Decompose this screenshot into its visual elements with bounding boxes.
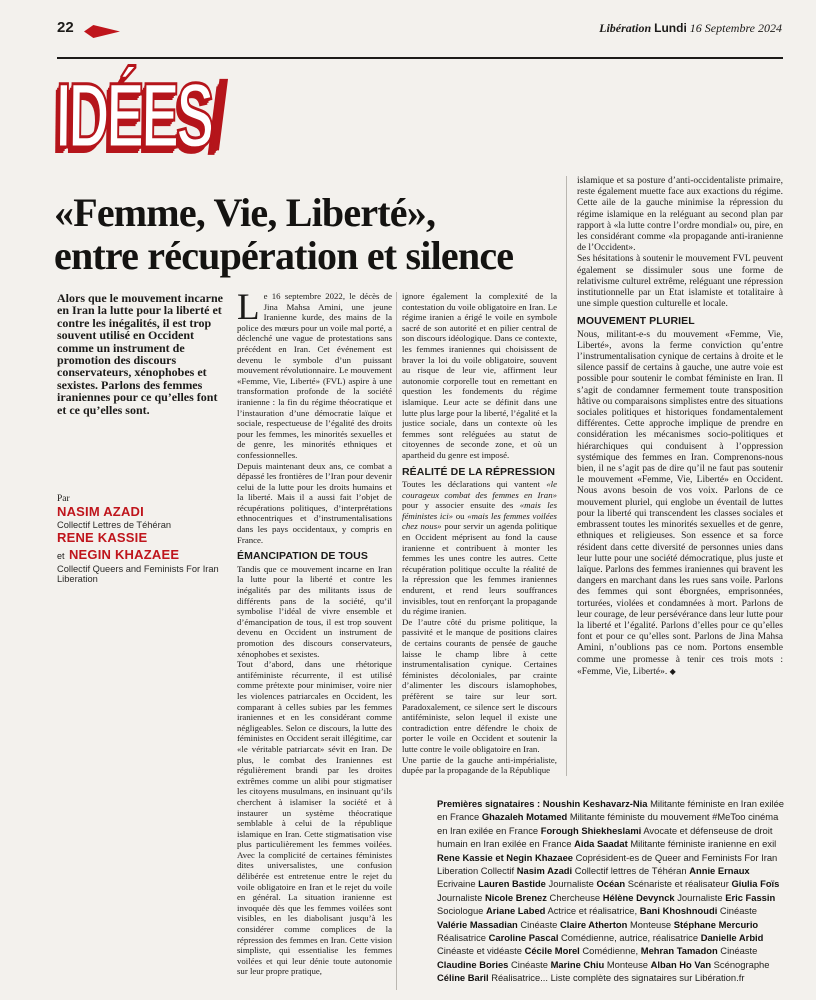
section-heading: MOUVEMENT PLURIEL <box>577 315 695 328</box>
masthead <box>599 21 782 36</box>
body-paragraph: Tandis que ce mouvement incarne en Iran la lutte pour la liberté et contre les inégalités par des militants issus de différents pans de la société, qu’il symbolise l’idéal de vivre ensemble et d’émancipation de tous, il est trop souvent devenu en Occident un instrument de promotion des discours conservateurs, xénophobes et sexistes. <box>237 563 392 659</box>
masthead-brand: Libération <box>599 21 652 35</box>
signatories-list: Premières signataires : Noushin Keshavarz-Nia Militante féministe en Iran exilée en France Ghazaleh Motamed Militante féministe du mouvement #MeToo cinéma en Iran exilée en France Forough Shiekheslami Avocate et défenseuse de droit humain en Iran exilée en France Aida Saadat Militante féministe iranienne en exil Rene Kassie et Negin Khazaee Coprésident-es de Queer and Feminists For Iran Liberation Collectif Nasim Azadi Collectif lettres de Téhéran Annie Ernaux Ecrivaine Lauren Bastide Journaliste Océan Scénariste et réalisateur Giulia Foïs Journaliste Nicole Brenez Chercheuse Hélène Devynck Journaliste Eric Fassin Sociologue Ariane Labed Actrice et réalisatrice, Bani Khoshnoudi Cinéaste Valérie Massadian Cinéaste Claire Atherton Monteuse Stéphane Mercurio Réalisatrice Caroline Pascal Comédienne, autrice, réalisatrice Danielle Arbid Cinéaste et vidéaste Cécile Morel Comédienne, Mehran Tamadon Cinéaste Claudine Bories Cinéaste Marine Chiu Monteuse Alban Ho Van Scénographe Céline Baril Réalisatrice... Liste complète des signataires sur Libération.fr <box>437 798 785 984</box>
body-paragraph: Une partie de la gauche anti-impérialiste, dupée par la propagande de la République <box>402 754 557 776</box>
author-name-1: NASIM AZADI <box>57 504 144 519</box>
body-paragraph: Depuis maintenant deux ans, ce combat a dépassé les frontières de l’Iran pour devenir celui de la lutte pour les droits humains et la liberté. Mais il a aussi fait l’objet de récupérations politiques, d’interprétations ethnocentriques et d’instrumentalisations dans les pays occidentaux, y compris en France. <box>237 460 392 545</box>
column-rule-1 <box>396 292 397 990</box>
body-paragraph: Tout d’abord, dans une rhétorique antiféministe récurrente, il est utilisé comme prétexte pour minimiser, voire nier les violences patriarcales en Occident, les comparant à celles subies par les femmes iraniennes et en les considérant comme négligeables. Selon ce discours, la lutte des féministes en Occident serait illégitime, car «le véritable patriarcat» sévit en Iran. De plus, le combat des Iraniennes est régulièrement brandi par les droites extrêmes comme un alibi pour stigmatiser les citoyens musulmans, en insinuant qu’ils cherchent à islamiser la société et à instaurer un système théocratique semblable à celui de la république islamique en Iran. Cette stigmatisation vise plus particulièrement les femmes voilées. Avec la complicité de certaines féministes dites universalistes, une confusion délibérée est entretenue entre le rejet du voile obligatoire en Iran et le rejet du voile en général. La situation iranienne est invoquée dès que les femmes voilées sont visibles, en les diabolisant jusqu’à les considérer comme complices de la répression des femmes en Iran. Cette vision simpliste, qui essentialise les femmes voilées et qui leur dénie toute autonomie sur leur propre pratique, <box>237 659 392 977</box>
body-paragraph: De l’autre côté du prisme politique, la passivité et le manque de positions claires de certains courants de pensée de gauche laisse le champ libre à cette instrumentalisation cynique. Certaines féministes décoloniales, par crainte d’alimenter les discours islamophobes, préfèrent se taire sur leur sort. Paradoxalement, ce silence sert le discours antiféministe, selon lequel il existe une contradiction entre défendre le choix de porter le voile en Occident et soutenir la lutte contre le voile obligatoire en Iran. <box>402 616 557 754</box>
drop-cap: L <box>237 291 260 328</box>
standfirst: Alors que le mouvement incarne en Iran la lutte pour la liberté et contre les inégalités, il est trop souvent utilisé en Occident comme un instrument de promotion des discours conservateurs, xénophobes et sexistes. Parlons des femmes iraniennes pour ce qu’elles font et ce qu’elles sont. <box>57 291 223 417</box>
header-rule <box>57 57 783 59</box>
body-paragraph: Le 16 septembre 2022, le décès de Jina Mahsa Amini, une jeune Iranienne kurde, des mains de la police des mœurs pour un voile mal porté, a déclenché une vague de protestations sans précédent en Iran. Cet événement est devenu le symbole d’un puissant mouvement révolutionnaire. Le mouvement «Femme, Vie, Liberté» (FVL) aspire à une transformation profonde de la société iranienne : la fin du régime théocratique et l’instauration d’une démocratie laïque et sociale, respectueuse de l’égalité des droits pour les femmes, les minorités sexuelles et de genre, les minorités ethniques et confessionnelles. <box>237 291 392 460</box>
body-paragraph: ignore également la complexité de la contestation du voile obligatoire en Iran. Le régime iranien a érigé le voile en symbole sacré de son autorité et en pilier central de son discours idéologique. Dans ce contexte, les femmes iraniennes qui choisissent de braver la loi du voile obligatoire, souvent au risque de leur vie, affirment leur autonomie corporelle tout en remettant en question les fondements du régime islamique. Leur acte se définit dans une lutte plus large pour la liberté, l’égalité et la justice sociale, dans un contexte où les femmes sont reléguées au statut de citoyennes de seconde zone, et où un apartheid du genre est imposé. <box>402 291 557 460</box>
masthead-day: Lundi <box>654 21 687 35</box>
section-heading: ÉMANCIPATION DE TOUS <box>237 550 368 563</box>
body-paragraph: Nous, militant-e-s du mouvement «Femme, Vie, Liberté», avons la ferme conviction qu’entre l’instrumentalisation cynique de certains à droite et le silence passif de certains à gauche, une autre voie est possible pour soutenir le combat féministe en Iran. Il s’agit de condamner fermement toute transposition hâtive ou comparaisons simplistes entre des situations sociales politiques et historiques fondamentalement différentes. Cette approche implique de prendre en considération les mécanismes socio-politiques et hiérarchiques qui conduisent à l’oppression systémique des femmes en Iran. Comprenons-nous bien, il ne s’agit pas de dire qu’il ne faut pas soutenir le mouvement «Femme, Vie, Liberté» en Occident. Nous avons besoin de vos voix. Parlons de ce mouvement pluriel, qui englobe un éventail de luttes pour la liberté qui transcendent les classes sociales et embrassent toutes les minorités sexuelles et de genre, ethniques et religieuses. Son essence et sa force résident dans cette diversité de personnes unies dans leur lutte pour une société démocratique, plus juste et laïque. Parlons des femmes iraniennes qui bravent les dangers en marchant dans les rues sans voile. Parlons des femmes qui sont éborgnées, emprisonnées, torturées, violées et condamnées à mort. Parlons de leur courage, de leur persévérance dans leur lutte pour la liberté et l’égalité. Parlons d’elles pour ce qu’elles font et pour ce qu’elles sont. Parlons de Jina Mahsa Amini, n’oublions pas ce nom. Portons ensemble comme une promesse à tenir ces trois mots : «Femme, Vie, Liberté». ◆ <box>577 329 783 677</box>
masthead-date: 16 Septembre 2024 <box>689 21 782 35</box>
byline <box>57 494 227 586</box>
headline-line2: entre récupération et silence <box>54 232 514 278</box>
section-logo-text: IDÉES <box>54 65 212 167</box>
page-number: 22 <box>57 19 74 36</box>
article-headline <box>54 191 576 277</box>
section-heading: RÉALITÉ DE LA RÉPRESSION <box>402 465 556 478</box>
body-column-3 <box>577 176 783 794</box>
author-affiliation-1: Collectif Lettres de Téhéran <box>57 519 172 530</box>
section-logo-idees <box>54 65 225 167</box>
body-column-1 <box>237 291 392 993</box>
body-column-2 <box>402 291 557 783</box>
author-name-2: RENE KASSIE <box>57 530 148 546</box>
author-line-3 <box>57 546 227 564</box>
body-paragraph: islamique et sa posture d’anti-occidentaliste primaire, reste également muette face aux exactions du régime. Cette aile de la gauche minimise la répression du régime islamique en la reléguant au second plan par rapport à «la lutte contre l’ordre mondial» ou, pire, en les considérant comme «la propagande anti-iranienne de l’Occident». <box>577 176 783 254</box>
liberation-diamond-icon <box>84 25 120 38</box>
body-paragraph: Ses hésitations à soutenir le mouvement FVL peuvent également se dissimuler sous une forme de relativisme culturel extrême, reléguant une répression institutionnelle par un Etat islamiste et totalitaire à une simple question culturelle et locale. <box>577 254 783 310</box>
headline-line1: «Femme, Vie, Liberté», <box>54 189 436 235</box>
section-logo-slash: / <box>210 65 225 167</box>
body-paragraph: Toutes les déclarations qui vantent «le courageux combat des femmes en Iran» pour y associer ensuite des «mais les féministes ici» ou «mais les femmes voilées chez nous» pour servir un agenda politique en Occident méprisent au fond la cause iranienne et contribuent à monter les femmes les unes contre les autres. Cette récupération politique occulte la réalité de la répression que les femmes iraniennes endurent, et rend leurs souffrances invisibles, tout en renforçant la propagande du régime iranien. <box>402 479 557 617</box>
byline-et-label: et <box>57 550 65 561</box>
column-rule-2 <box>566 176 567 776</box>
author-affiliation-3: Collectif Queers and Feminists For Iran Liberation <box>57 563 219 585</box>
byline-par-label: Par <box>57 494 70 504</box>
author-name-3: NEGIN KHAZAEE <box>68 546 180 562</box>
